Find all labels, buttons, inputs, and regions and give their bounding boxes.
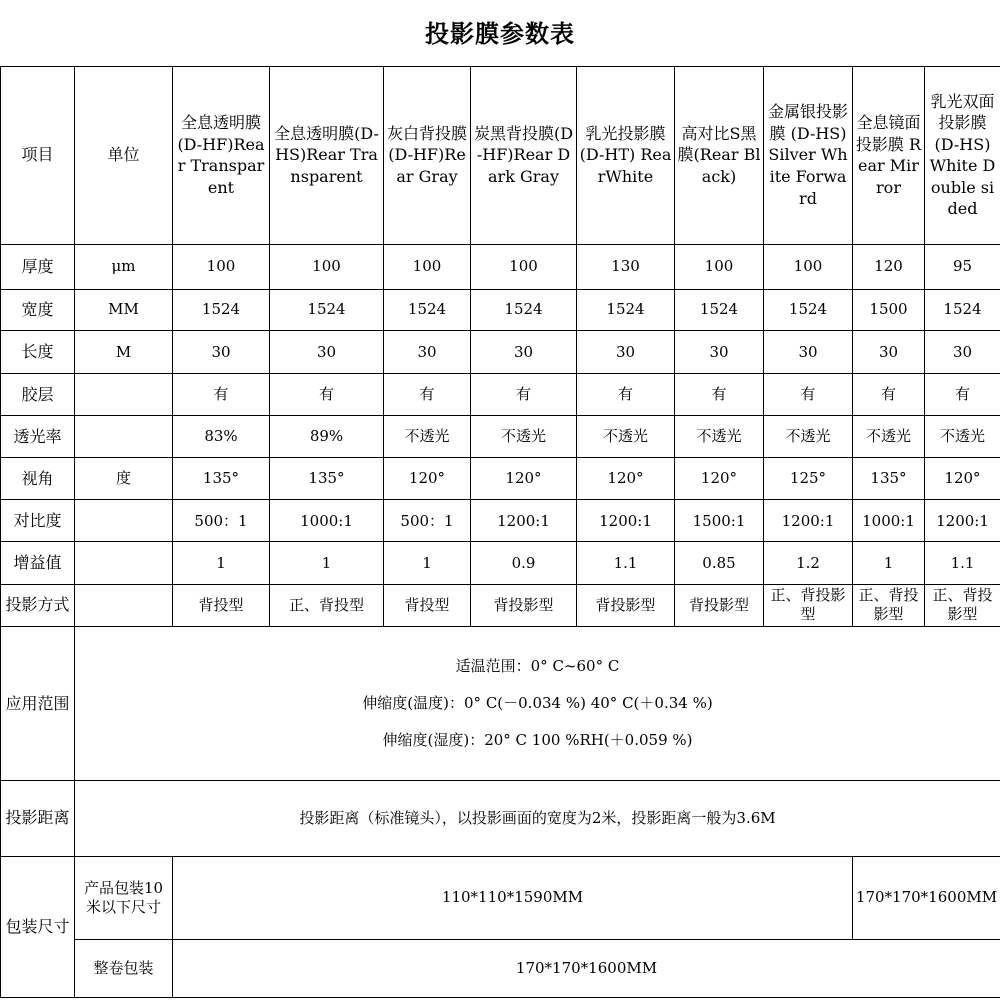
cell-value: 0.85 bbox=[675, 542, 764, 584]
cell-value: 1 bbox=[173, 542, 270, 584]
cell-value: 不透光 bbox=[764, 416, 853, 458]
packaging-sub1-value-b: 170*170*1600MM bbox=[853, 856, 1000, 939]
spec-row bbox=[1, 373, 1000, 415]
cell-value: 100 bbox=[270, 244, 384, 289]
cell-value: 100 bbox=[384, 244, 471, 289]
cell-value: 30 bbox=[675, 330, 764, 373]
spec-row bbox=[1, 244, 1000, 289]
cell-value: 1524 bbox=[925, 289, 1000, 330]
cell-value: 背投型 bbox=[384, 584, 471, 626]
row-label: 胶层 bbox=[1, 373, 75, 415]
cell-value: 1524 bbox=[173, 289, 270, 330]
packaging-row-2 bbox=[1, 939, 1000, 997]
cell-value: 30 bbox=[577, 330, 675, 373]
cell-value: 不透光 bbox=[471, 416, 577, 458]
cell-value: 1524 bbox=[675, 289, 764, 330]
cell-value: 100 bbox=[173, 244, 270, 289]
header-item: 项目 bbox=[1, 67, 75, 245]
cell-value: 1524 bbox=[764, 289, 853, 330]
cell-value: 1000:1 bbox=[270, 500, 384, 542]
application-label: 应用范围 bbox=[1, 626, 75, 781]
row-label: 长度 bbox=[1, 330, 75, 373]
application-line: 适温范围：0° C~60° C bbox=[455, 657, 620, 676]
cell-value: 30 bbox=[270, 330, 384, 373]
packaging-sub2-label: 整卷包装 bbox=[75, 939, 173, 997]
cell-value: 1200:1 bbox=[577, 500, 675, 542]
cell-value: 不透光 bbox=[577, 416, 675, 458]
cell-value: 100 bbox=[675, 244, 764, 289]
row-label: 透光率 bbox=[1, 416, 75, 458]
cell-value: 有 bbox=[173, 373, 270, 415]
cell-value: 有 bbox=[925, 373, 1000, 415]
cell-value: 1200:1 bbox=[764, 500, 853, 542]
cell-value: 125° bbox=[764, 458, 853, 500]
cell-value: 1000:1 bbox=[853, 500, 925, 542]
cell-value: 1200:1 bbox=[925, 500, 1000, 542]
spec-row bbox=[1, 458, 1000, 500]
row-label: 宽度 bbox=[1, 289, 75, 330]
cell-value: 1.1 bbox=[925, 542, 1000, 584]
cell-value: 1500:1 bbox=[675, 500, 764, 542]
cell-value: 有 bbox=[384, 373, 471, 415]
packaging-sub1-value-a: 110*110*1590MM bbox=[173, 856, 853, 939]
cell-value: 背投型 bbox=[173, 584, 270, 626]
header-product: 乳光投影膜(D-HT) RearWhite bbox=[577, 67, 675, 245]
cell-value: 背投影型 bbox=[675, 584, 764, 626]
row-unit bbox=[75, 542, 173, 584]
cell-value: 不透光 bbox=[384, 416, 471, 458]
cell-value: 不透光 bbox=[853, 416, 925, 458]
header-product: 全息镜面投影膜 Rear Mirror bbox=[853, 67, 925, 245]
cell-value: 正、背投影型 bbox=[925, 584, 1000, 626]
cell-value: 有 bbox=[471, 373, 577, 415]
cell-value: 500：1 bbox=[384, 500, 471, 542]
cell-value: 1524 bbox=[471, 289, 577, 330]
cell-value: 120° bbox=[471, 458, 577, 500]
cell-value: 正、背投影型 bbox=[764, 584, 853, 626]
row-label: 对比度 bbox=[1, 500, 75, 542]
cell-value: 100 bbox=[471, 244, 577, 289]
distance-label: 投影距离 bbox=[1, 781, 75, 856]
distance-row bbox=[1, 781, 1000, 856]
cell-value: 1500 bbox=[853, 289, 925, 330]
cell-value: 有 bbox=[853, 373, 925, 415]
cell-value: 正、背投型 bbox=[270, 584, 384, 626]
header-unit: 单位 bbox=[75, 67, 173, 245]
header-product: 全息透明膜(D-HS)Rear Transparent bbox=[270, 67, 384, 245]
cell-value: 1524 bbox=[270, 289, 384, 330]
header-product: 灰白背投膜(D-HF)Rear Gray bbox=[384, 67, 471, 245]
row-label: 厚度 bbox=[1, 244, 75, 289]
header-product: 炭黑背投膜(D-HF)Rear Dark Gray bbox=[471, 67, 577, 245]
header-product: 高对比S黑膜(Rear Black) bbox=[675, 67, 764, 245]
cell-value: 有 bbox=[675, 373, 764, 415]
row-unit bbox=[75, 584, 173, 626]
row-unit bbox=[75, 500, 173, 542]
spec-row bbox=[1, 500, 1000, 542]
cell-value: 1 bbox=[270, 542, 384, 584]
cell-value: 30 bbox=[173, 330, 270, 373]
row-label: 视角 bbox=[1, 458, 75, 500]
cell-value: 120° bbox=[577, 458, 675, 500]
application-content bbox=[75, 626, 1000, 781]
cell-value: 背投影型 bbox=[471, 584, 577, 626]
cell-value: 背投影型 bbox=[577, 584, 675, 626]
row-unit bbox=[75, 416, 173, 458]
row-unit: M bbox=[75, 330, 173, 373]
cell-value: 正、背投影型 bbox=[853, 584, 925, 626]
spec-rows bbox=[1, 244, 1000, 626]
row-unit bbox=[75, 373, 173, 415]
application-row bbox=[1, 626, 1000, 781]
spec-table bbox=[0, 66, 1000, 998]
application-line: 伸缩度(温度)：0° C(－0.034 %) 40° C(＋0.34 %) bbox=[362, 694, 713, 713]
packaging-sub2-value: 170*170*1600MM bbox=[173, 939, 1000, 997]
cell-value: 1524 bbox=[577, 289, 675, 330]
cell-value: 120° bbox=[384, 458, 471, 500]
spec-row bbox=[1, 584, 1000, 626]
cell-value: 1200:1 bbox=[471, 500, 577, 542]
cell-value: 0.9 bbox=[471, 542, 577, 584]
header-row bbox=[1, 67, 1000, 245]
cell-value: 120 bbox=[853, 244, 925, 289]
spec-row bbox=[1, 330, 1000, 373]
application-line: 伸缩度(湿度)：20° C 100 %RH(＋0.059 %) bbox=[382, 730, 693, 749]
cell-value: 不透光 bbox=[925, 416, 1000, 458]
cell-value: 500：1 bbox=[173, 500, 270, 542]
cell-value: 1 bbox=[853, 542, 925, 584]
spec-row bbox=[1, 542, 1000, 584]
header-product: 全息透明膜(D-HF)Rear Transparent bbox=[173, 67, 270, 245]
cell-value: 130 bbox=[577, 244, 675, 289]
cell-value: 30 bbox=[384, 330, 471, 373]
row-label: 增益值 bbox=[1, 542, 75, 584]
cell-value: 有 bbox=[764, 373, 853, 415]
cell-value: 95 bbox=[925, 244, 1000, 289]
packaging-sub1-label: 产品包装10米以下尺寸 bbox=[75, 856, 173, 939]
row-label: 投影方式 bbox=[1, 584, 75, 626]
cell-value: 135° bbox=[270, 458, 384, 500]
cell-value: 有 bbox=[577, 373, 675, 415]
header-product: 金属银投影膜 (D-HS) Silver White Forward bbox=[764, 67, 853, 245]
cell-value: 1 bbox=[384, 542, 471, 584]
packaging-row bbox=[1, 856, 1000, 939]
cell-value: 1524 bbox=[384, 289, 471, 330]
cell-value: 30 bbox=[471, 330, 577, 373]
cell-value: 135° bbox=[173, 458, 270, 500]
row-unit: 度 bbox=[75, 458, 173, 500]
spec-row bbox=[1, 416, 1000, 458]
cell-value: 83% bbox=[173, 416, 270, 458]
cell-value: 不透光 bbox=[675, 416, 764, 458]
cell-value: 120° bbox=[925, 458, 1000, 500]
page-title: 投影膜参数表 bbox=[425, 19, 575, 48]
packaging-label: 包装尺寸 bbox=[1, 856, 75, 997]
cell-value: 30 bbox=[925, 330, 1000, 373]
header-product: 乳光双面投影膜 (D-HS) White Double sided bbox=[925, 67, 1000, 245]
cell-value: 135° bbox=[853, 458, 925, 500]
row-unit: μm bbox=[75, 244, 173, 289]
cell-value: 1.2 bbox=[764, 542, 853, 584]
cell-value: 100 bbox=[764, 244, 853, 289]
cell-value: 120° bbox=[675, 458, 764, 500]
distance-text: 投影距离（标准镜头），以投影画面的宽度为2米，投影距离一般为3.6M bbox=[75, 781, 1000, 856]
spec-row bbox=[1, 289, 1000, 330]
cell-value: 1.1 bbox=[577, 542, 675, 584]
row-unit: MM bbox=[75, 289, 173, 330]
cell-value: 有 bbox=[270, 373, 384, 415]
cell-value: 30 bbox=[764, 330, 853, 373]
cell-value: 89% bbox=[270, 416, 384, 458]
cell-value: 30 bbox=[853, 330, 925, 373]
